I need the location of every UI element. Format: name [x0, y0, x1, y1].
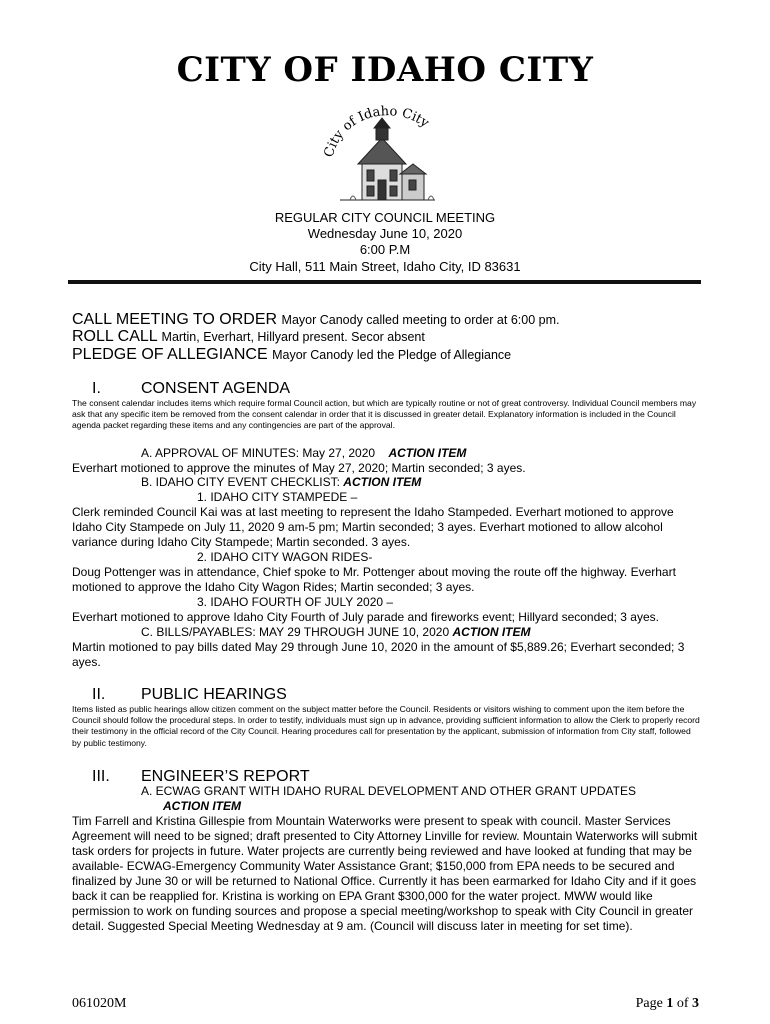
subitem-text: Clerk reminded Council Kai was at last meeting to represent the Idaho Stampeded. Everhart motioned to approve Idaho City Stampede on July 11, 2020 9 am-5 pm; Martin seconded; 3 ayes. Everhart motioned to allow alcohol variance during Idaho City Stampede; Martin seconded. 3 ayes.: [72, 505, 674, 549]
page-current: 1: [666, 996, 674, 1011]
meeting-date: Wednesday June 10, 2020: [307, 226, 463, 241]
page-prefix: Page: [635, 996, 663, 1011]
pledge: [72, 345, 511, 365]
city-title: CITY OF IDAHO CITY: [176, 50, 594, 90]
item-text: Tim Farrell and Kristina Gillespie from Mountain Waterworks were present to speak with council. Master Services Agreement will need to be signed; draft presented to City Attorney Linville for review. Mountain Waterworks will submit task orders for projects in future. Water projects are currently being reviewed and have looked at funding that may be available- ECWAG-Emergency Community Water Assistance Grant; $150,000 from EPA needs to be secured and finalized by June 30 or will be returned to National Office. Currently it has been earmarked for Idaho City and if it goes back it can be reapplied for. Kristina is working on EPA Grant $300,000 for the water project. MWW would like permission to work on funding sources and propose a special meeting/workshop to speak with City Council in greater detail. Suggested Special Meeting Wednesday at 9 am. (Council will discuss later in meeting for set time).: [72, 814, 698, 933]
call-text: Mayor Canody called meeting to order at 6:00 pm.: [281, 313, 560, 327]
call-label: CALL MEETING TO ORDER: [72, 311, 278, 328]
section-number: III.: [92, 768, 110, 785]
item-event-checklist: [141, 475, 421, 490]
section-title: CONSENT AGENDA: [141, 380, 291, 397]
section-number: II.: [92, 686, 106, 703]
subitem-text: Doug Pottenger was in attendance, Chief spoke to Mr. Pottenger about moving the route off the highway. Everhart motioned to approve the Idaho City Wagon Rides; Martin seconded; 3 ayes.: [72, 565, 676, 594]
action-item-tag: ACTION ITEM: [452, 625, 531, 639]
item-text: Martin motioned to pay bills dated May 29 through June 10, 2020 in the amount of $5,889.26; Everhart seconded; 3 ayes.: [72, 640, 685, 669]
subitem-label: 1. IDAHO CITY STAMPEDE –: [197, 490, 358, 504]
roll-text: Martin, Everhart, Hillyard present. Secor absent: [161, 330, 425, 344]
consent-intro: The consent calendar includes items which require formal Council action, but which are typically routine or not of great controversy. Individual Council members may ask that any specific item be removed from the consent calendar in order that it is discussed in greater detail. Explanatory information is included in the Council agenda packet regarding these items and any contingencies are part of the approval.: [72, 398, 697, 431]
hearings-intro: Items listed as public hearings allow citizen comment on the subject matter before the Council. Residents or visitors wishing to comment upon the item before the Council should follow the procedural steps. In order to testify, individuals must sign up in advance, providing sufficient information to allow the Clerk to properly record their testimony in the official record of the City Council. Hearing procedures call for presentation by the applicant, submission of information from City staff, followed by public testimony.: [72, 704, 700, 748]
section-title: ENGINEER’S REPORT: [141, 768, 310, 785]
subitem-text: Everhart motioned to approve Idaho City Fourth of July parade and fireworks event; Hillyard seconded; 3 ayes.: [72, 610, 659, 624]
meeting-type: REGULAR CITY COUNCIL MEETING: [274, 210, 496, 225]
action-item-tag: ACTION ITEM: [163, 799, 241, 813]
action-item-tag: ACTION ITEM: [343, 475, 422, 489]
section-title: PUBLIC HEARINGS: [141, 686, 287, 703]
city-seal-logo: [310, 100, 460, 204]
page-number: [636, 996, 699, 1012]
page-of: of: [676, 996, 689, 1011]
action-item-tag: ACTION ITEM: [388, 446, 467, 460]
document-code: 061020M: [72, 996, 127, 1011]
item-text: Everhart motioned to approve the minutes of May 27, 2020; Martin seconded; 3 ayes.: [72, 461, 526, 475]
item-label: C. BILLS/PAYABLES: MAY 29 THROUGH JUNE 10, 2020: [141, 625, 450, 639]
meeting-time: 6:00 P.M: [359, 242, 411, 257]
header-divider: [68, 280, 701, 284]
svg-text:City of Idaho City: City of Idaho City: [321, 104, 432, 159]
item-bills-payables: [141, 625, 530, 640]
page-total: 3: [692, 996, 699, 1011]
roll-call: [72, 327, 425, 347]
meeting-location: City Hall, 511 Main Street, Idaho City, ID 83631: [249, 259, 521, 274]
subitem-label: 2. IDAHO CITY WAGON RIDES-: [197, 550, 373, 564]
section-number: I.: [92, 380, 101, 397]
pledge-label: PLEDGE OF ALLEGIANCE: [72, 346, 268, 363]
pledge-text: Mayor Canody led the Pledge of Allegiance: [272, 348, 512, 362]
item-label: A. APPROVAL OF MINUTES: May 27, 2020: [141, 446, 376, 460]
subitem-label: 3. IDAHO FOURTH OF JULY 2020 –: [197, 595, 394, 609]
item-approval-minutes: [141, 446, 466, 461]
roll-label: ROLL CALL: [72, 328, 158, 345]
item-label: B. IDAHO CITY EVENT CHECKLIST:: [141, 475, 340, 489]
item-label: A. ECWAG GRANT WITH IDAHO RURAL DEVELOPMENT AND OTHER GRANT UPDATES: [141, 784, 636, 798]
